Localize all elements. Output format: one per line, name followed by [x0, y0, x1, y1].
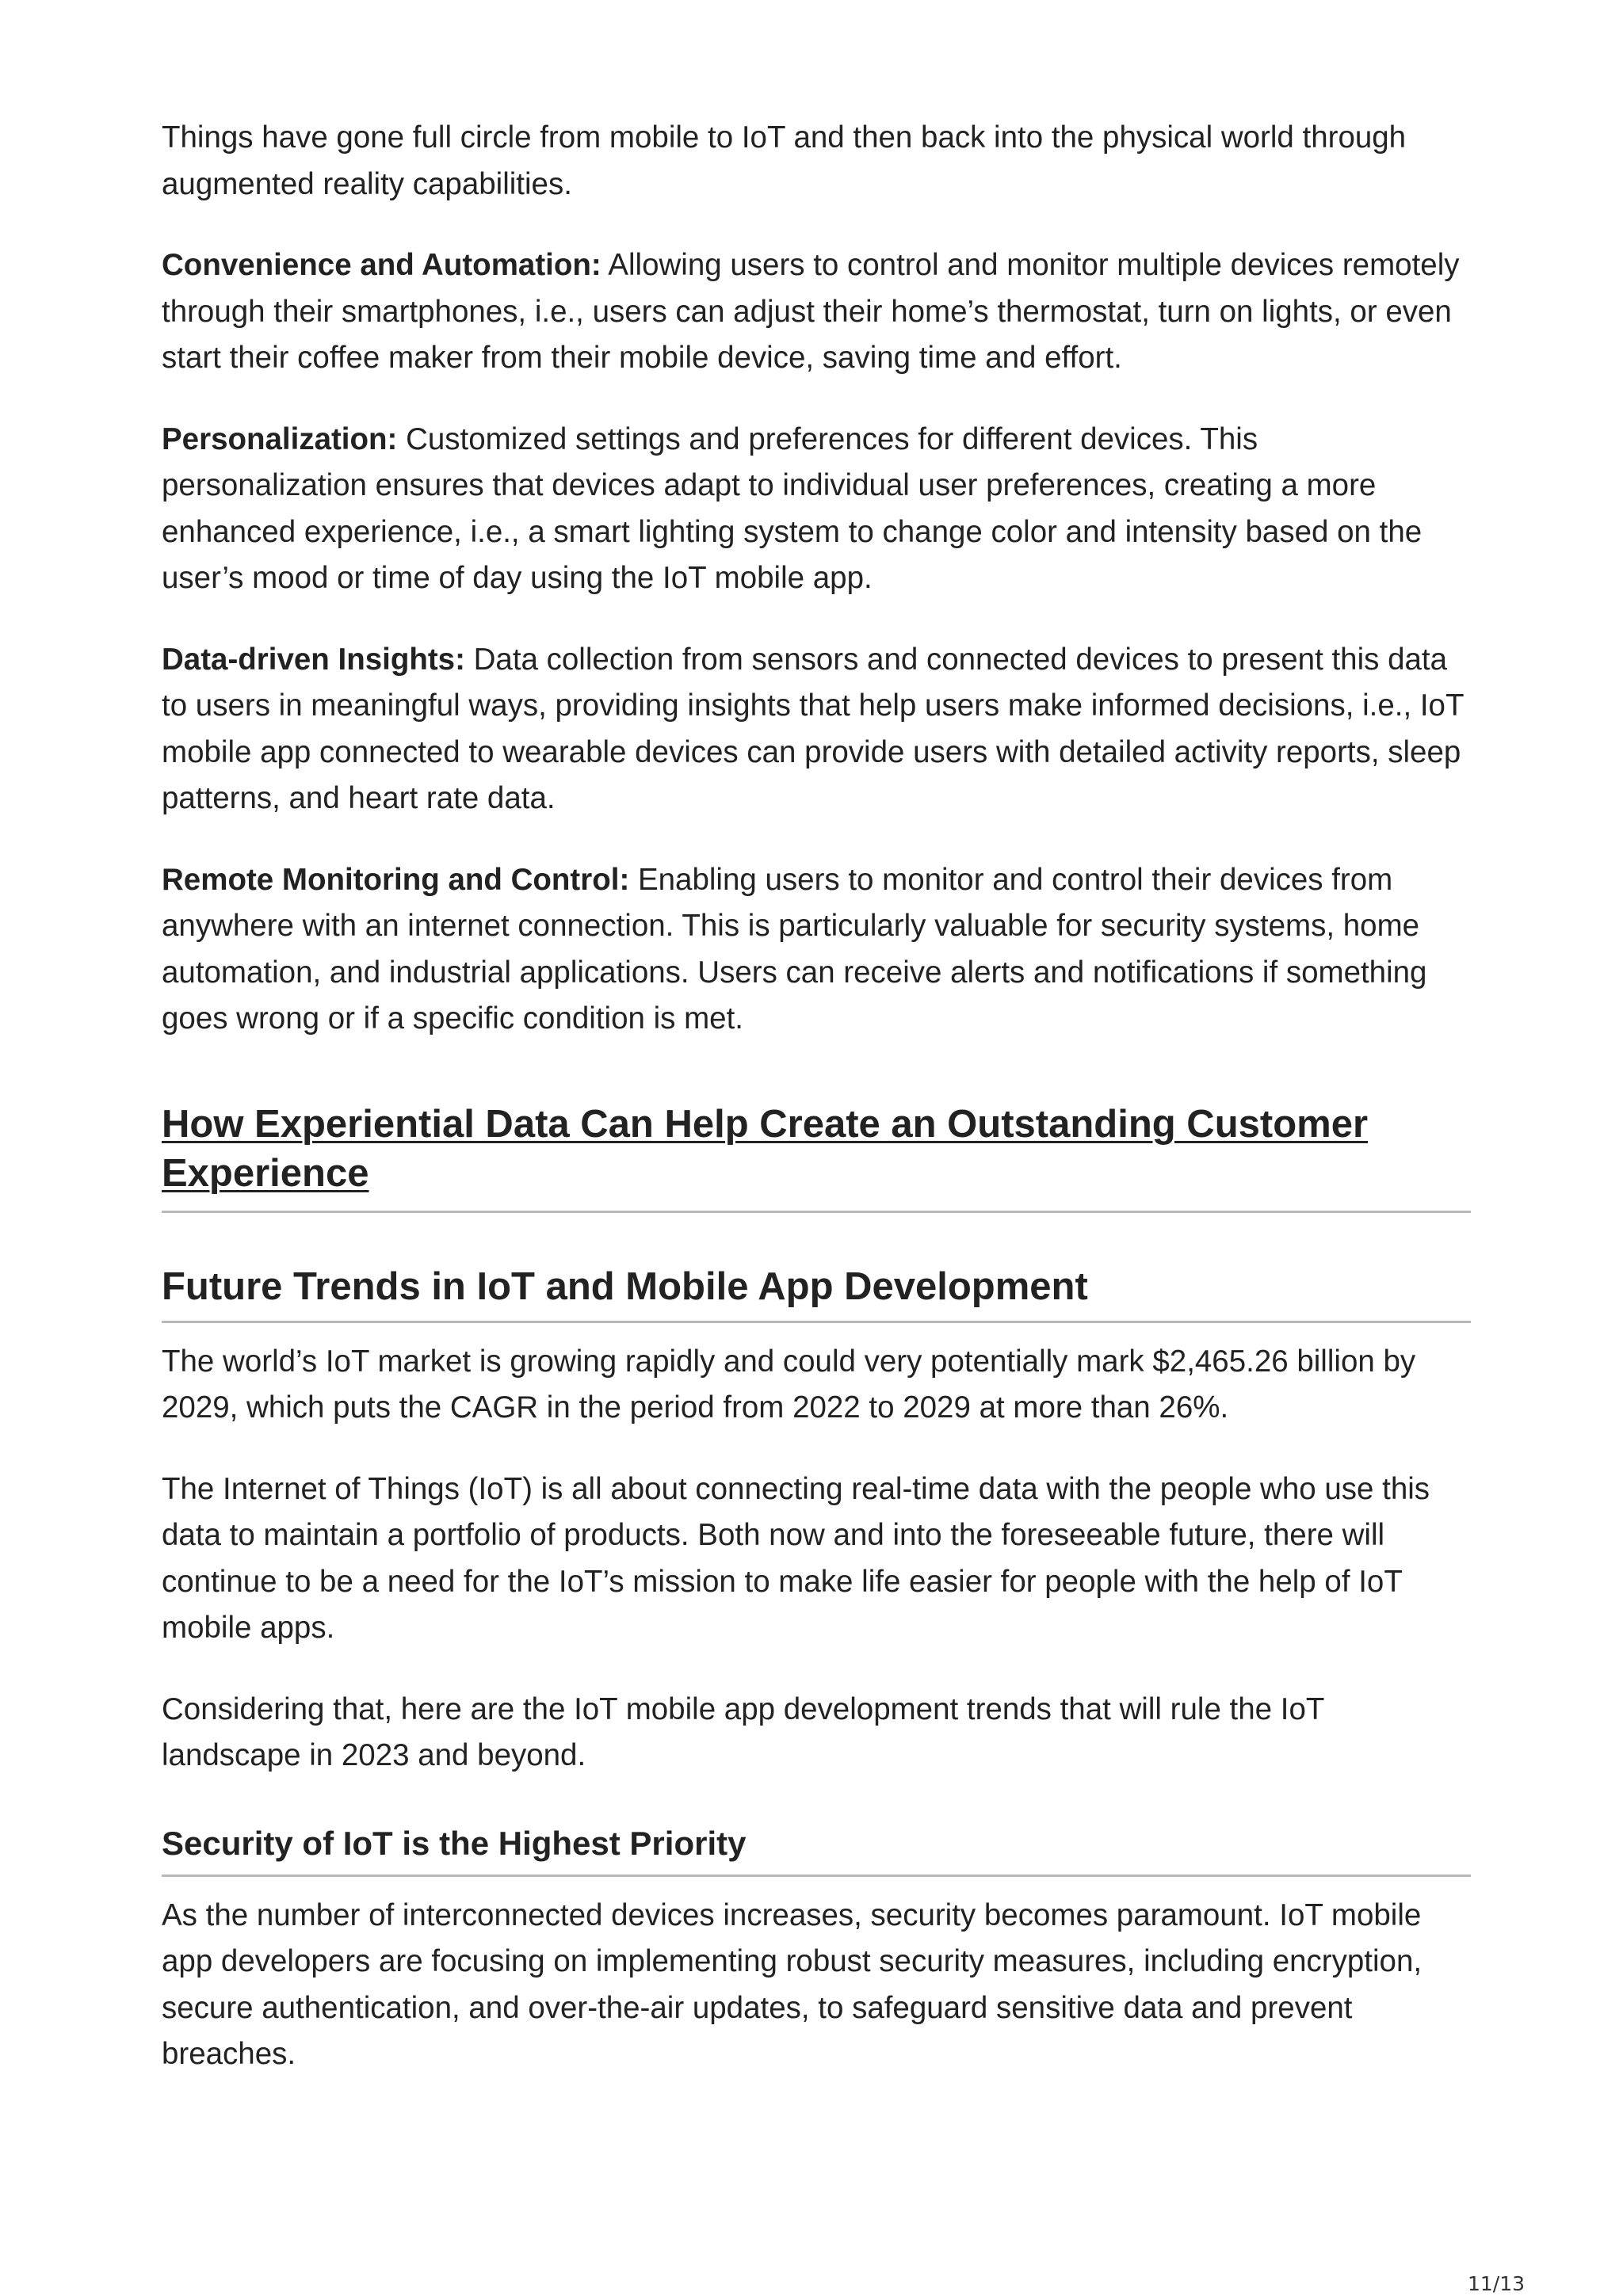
related-article-link[interactable]: How Experiential Data Can Help Create an Outstanding Customer Experience	[162, 1102, 1369, 1195]
benefit-paragraph-convenience	[162, 242, 1471, 382]
related-article-heading	[162, 1100, 1471, 1213]
benefit-paragraph-insights	[162, 637, 1471, 822]
benefit-text: Enabling users to monitor and control their devices from anywhere with an internet connection. This is particularly valuable for security systems, home automation, and industrial applications. Users can receive alerts and notifications if something goes wrong or if a specific condition is met.	[162, 862, 1427, 1035]
benefit-text: Customized settings and preferences for different devices. This personalization ensures that devices adapt to individual user preferences, creating a more enhanced experience, i.e., a smart lighting system to change color and intensity based on the user’s mood or time of day using the IoT mobile app.	[162, 421, 1423, 595]
benefit-text: Data collection from sensors and connected devices to present this data to users in meaningful ways, providing insights that help users make informed decisions, i.e., IoT mobile app connected to wearable devices can provide users with detailed activity reports, sleep patterns, and heart rate data.	[162, 642, 1464, 815]
benefit-text: Allowing users to control and monitor multiple devices remotely through their smartphones, i.e., users can adjust their home’s thermostat, turn on lights, or even start their coffee maker from their mobile device, saving time and effort.	[162, 248, 1460, 375]
benefit-term: Remote Monitoring and Control:	[162, 862, 630, 897]
security-paragraph: As the number of interconnected devices increases, security becomes paramount. IoT mobile app developers are focusing on implementing robust security measures, including encryption, secure authentication, and over-the-air updates, to safeguard sensitive data and prevent breaches.	[162, 1897, 1423, 2071]
future-trends-paragraph-intro: Considering that, here are the IoT mobile app development trends that will rule the IoT landscape in 2023 and beyond.	[162, 1691, 1324, 1772]
future-trends-paragraph-iot: The Internet of Things (IoT) is all about connecting real-time data with the people who use this data to maintain a portfolio of products. Both now and into the foreseeable future, there will continue to be a need for the IoT’s mission to make life easier for people with the help of IoT mobile apps.	[162, 1471, 1430, 1645]
future-trends-heading: Future Trends in IoT and Mobile App Development	[162, 1262, 1471, 1323]
security-heading: Security of IoT is the Highest Priority	[162, 1821, 1471, 1877]
document-page	[162, 115, 1471, 2113]
benefit-paragraph-personalization	[162, 417, 1471, 602]
benefit-term: Convenience and Automation:	[162, 248, 601, 282]
page-number: 11/13	[1468, 2272, 1526, 2295]
intro-paragraph: Things have gone full circle from mobile to IoT and then back into the physical world through augmented reality capabilities.	[162, 120, 1407, 201]
benefit-term: Personalization:	[162, 421, 398, 456]
benefit-term: Data-driven Insights:	[162, 642, 465, 677]
benefit-paragraph-remote	[162, 857, 1471, 1043]
future-trends-paragraph-market: The world’s IoT market is growing rapidly and could very potentially mark $2,465.26 billion by 2029, which puts the CAGR in the period from 2022 to 2029 at more than 26%.	[162, 1344, 1416, 1425]
